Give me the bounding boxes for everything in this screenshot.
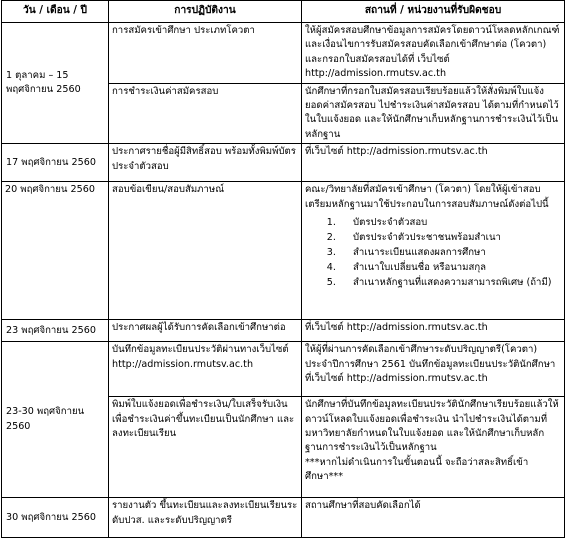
date-cell: 23 พฤศจิกายน 2560 bbox=[2, 320, 109, 342]
place-cell: ที่เว็บไซต์ http://admission.rmutsv.ac.th bbox=[302, 320, 565, 342]
activity-cell: ประกาศรายชื่อผู้มีสิทธิ์สอบ พร้อมทั้งพิมพ์บัตรประจำตัวสอบ bbox=[109, 144, 302, 182]
evidence-list bbox=[305, 216, 561, 291]
place-cell: ให้ผู้สมัครสอบศึกษาข้อมูลการสมัครโดยดาวน์โหลดหลักเกณฑ์และเงื่อนไขการรับสมัครสอบคัดเลือกเข้าศึกษาต่อ (โควตา) และกรอกใบสมัครสอบได้ที่ เว็บไซต์ http://admission.rmutsv.ac.th bbox=[302, 23, 565, 84]
activity-cell: พิมพ์ใบแจ้งยอดเพื่อชำระเงิน/ใบเสร็จรับเงินเพื่อชำระเงินค่าขึ้นทะเบียนเป็นนักศึกษา และลงทะเบียนเรียน bbox=[109, 397, 302, 498]
table-row bbox=[2, 23, 565, 84]
place-cell bbox=[302, 397, 565, 498]
date-cell: 20 พฤศจิกายน 2560 bbox=[2, 182, 109, 320]
schedule-table bbox=[1, 0, 565, 538]
activity-cell: การสมัครเข้าศึกษา ประเภทโควตา bbox=[109, 23, 302, 84]
list-item: 3. สำเนาระเบียนแสดงผลการศึกษา bbox=[339, 246, 561, 261]
date-cell: 23-30 พฤศจิกายน 2560 bbox=[2, 342, 109, 498]
header-date: วัน / เดือน / ปี bbox=[2, 1, 109, 23]
header-activity: การปฏิบัติงาน bbox=[109, 1, 302, 23]
list-item: 2. บัตรประจำตัวประชาชนพร้อมสำเนา bbox=[339, 231, 561, 246]
place-text: นักศึกษาที่บันทึกข้อมูลทะเบียนประวัตินักศึกษาเรียบร้อยแล้วให้ดาวน์โหลดใบแจ้งยอดเพื่อชำระเงิน นำไปชำระเงินได้ตามที่มหาวิทยาลัยกำหนดในใบแจ้งยอด และให้นักศึกษาเก็บหลักฐานการชำระเงินไว้เป็นหลักฐาน bbox=[305, 399, 559, 454]
list-item: 4. สำเนาใบเปลี่ยนชื่อ หรือนามสกุล bbox=[339, 261, 561, 276]
place-cell: นักศึกษาที่กรอกใบสมัครสอบเรียบร้อยแล้วให้สั่งพิมพ์ใบแจ้งยอดค่าสมัครสอบ ไปชำระเงินค่าสมัครสอบ ได้ตามที่กำหนดไว้ในใบแจ้งยอด และให้นักศึกษาเก็บหลักฐานการชำระเงินไว้เป็นหลักฐาน bbox=[302, 83, 565, 144]
place-cell: ให้ผู้ที่ผ่านการคัดเลือกเข้าศึกษาระดับปริญญาตรี(โควตา) ประจำปีการศึกษา 2561 บันทึกข้อมูลทะเบียนประวัตินักศึกษาที่เว็บไซต์ http://admission.rmutsv.ac.th bbox=[302, 342, 565, 397]
table-row bbox=[2, 144, 565, 182]
table-header-row bbox=[2, 1, 565, 23]
list-item: 5. สำเนาหลักฐานที่แสดงความสามารถพิเศษ (ถ้ามี) bbox=[339, 276, 561, 291]
table-row bbox=[2, 342, 565, 397]
place-cell bbox=[302, 182, 565, 320]
activity-cell: ประกาศผลผู้ได้รับการคัดเลือกเข้าศึกษาต่อ bbox=[109, 320, 302, 342]
table-row bbox=[2, 320, 565, 342]
list-item: 1. บัตรประจำตัวสอบ bbox=[339, 216, 561, 231]
table-row bbox=[2, 498, 565, 538]
table-row bbox=[2, 182, 565, 320]
place-cell: ที่เว็บไซต์ http://admission.rmutsv.ac.th bbox=[302, 144, 565, 182]
warning-note: ***หากไม่ดำเนินการในขั้นตอนนี้ จะถือว่าสละสิทธิ์เข้าศึกษา*** bbox=[305, 456, 529, 483]
header-place: สถานที่ / หน่วยงานที่รับผิดชอบ bbox=[302, 1, 565, 23]
date-cell: 17 พฤศจิกายน 2560 bbox=[2, 144, 109, 182]
date-cell: 1 ตุลาคม – 15 พฤศจิกายน 2560 bbox=[2, 23, 109, 144]
activity-cell: บันทึกข้อมูลทะเบียนประวัติผ่านทางเว็บไซต์ http://admission.rmutsv.ac.th bbox=[109, 342, 302, 397]
activity-cell: การชำระเงินค่าสมัครสอบ bbox=[109, 83, 302, 144]
place-cell: สถานศึกษาที่สอบคัดเลือกได้ bbox=[302, 498, 565, 538]
place-text: คณะ/วิทยาลัยที่สมัครเข้าศึกษา (โควตา) โดยให้ผู้เข้าสอบเตรียมหลักฐานมาใช้ประกอบในการสอบสัมภาษณ์ดังต่อไปนี้ bbox=[305, 184, 549, 210]
date-cell: 30 พฤศจิกายน 2560 bbox=[2, 498, 109, 538]
activity-cell: สอบข้อเขียน/สอบสัมภาษณ์ bbox=[109, 182, 302, 320]
activity-cell: รายงานตัว ขึ้นทะเบียนและลงทะเบียนเรียนระดับปวส. และระดับปริญญาตรี bbox=[109, 498, 302, 538]
